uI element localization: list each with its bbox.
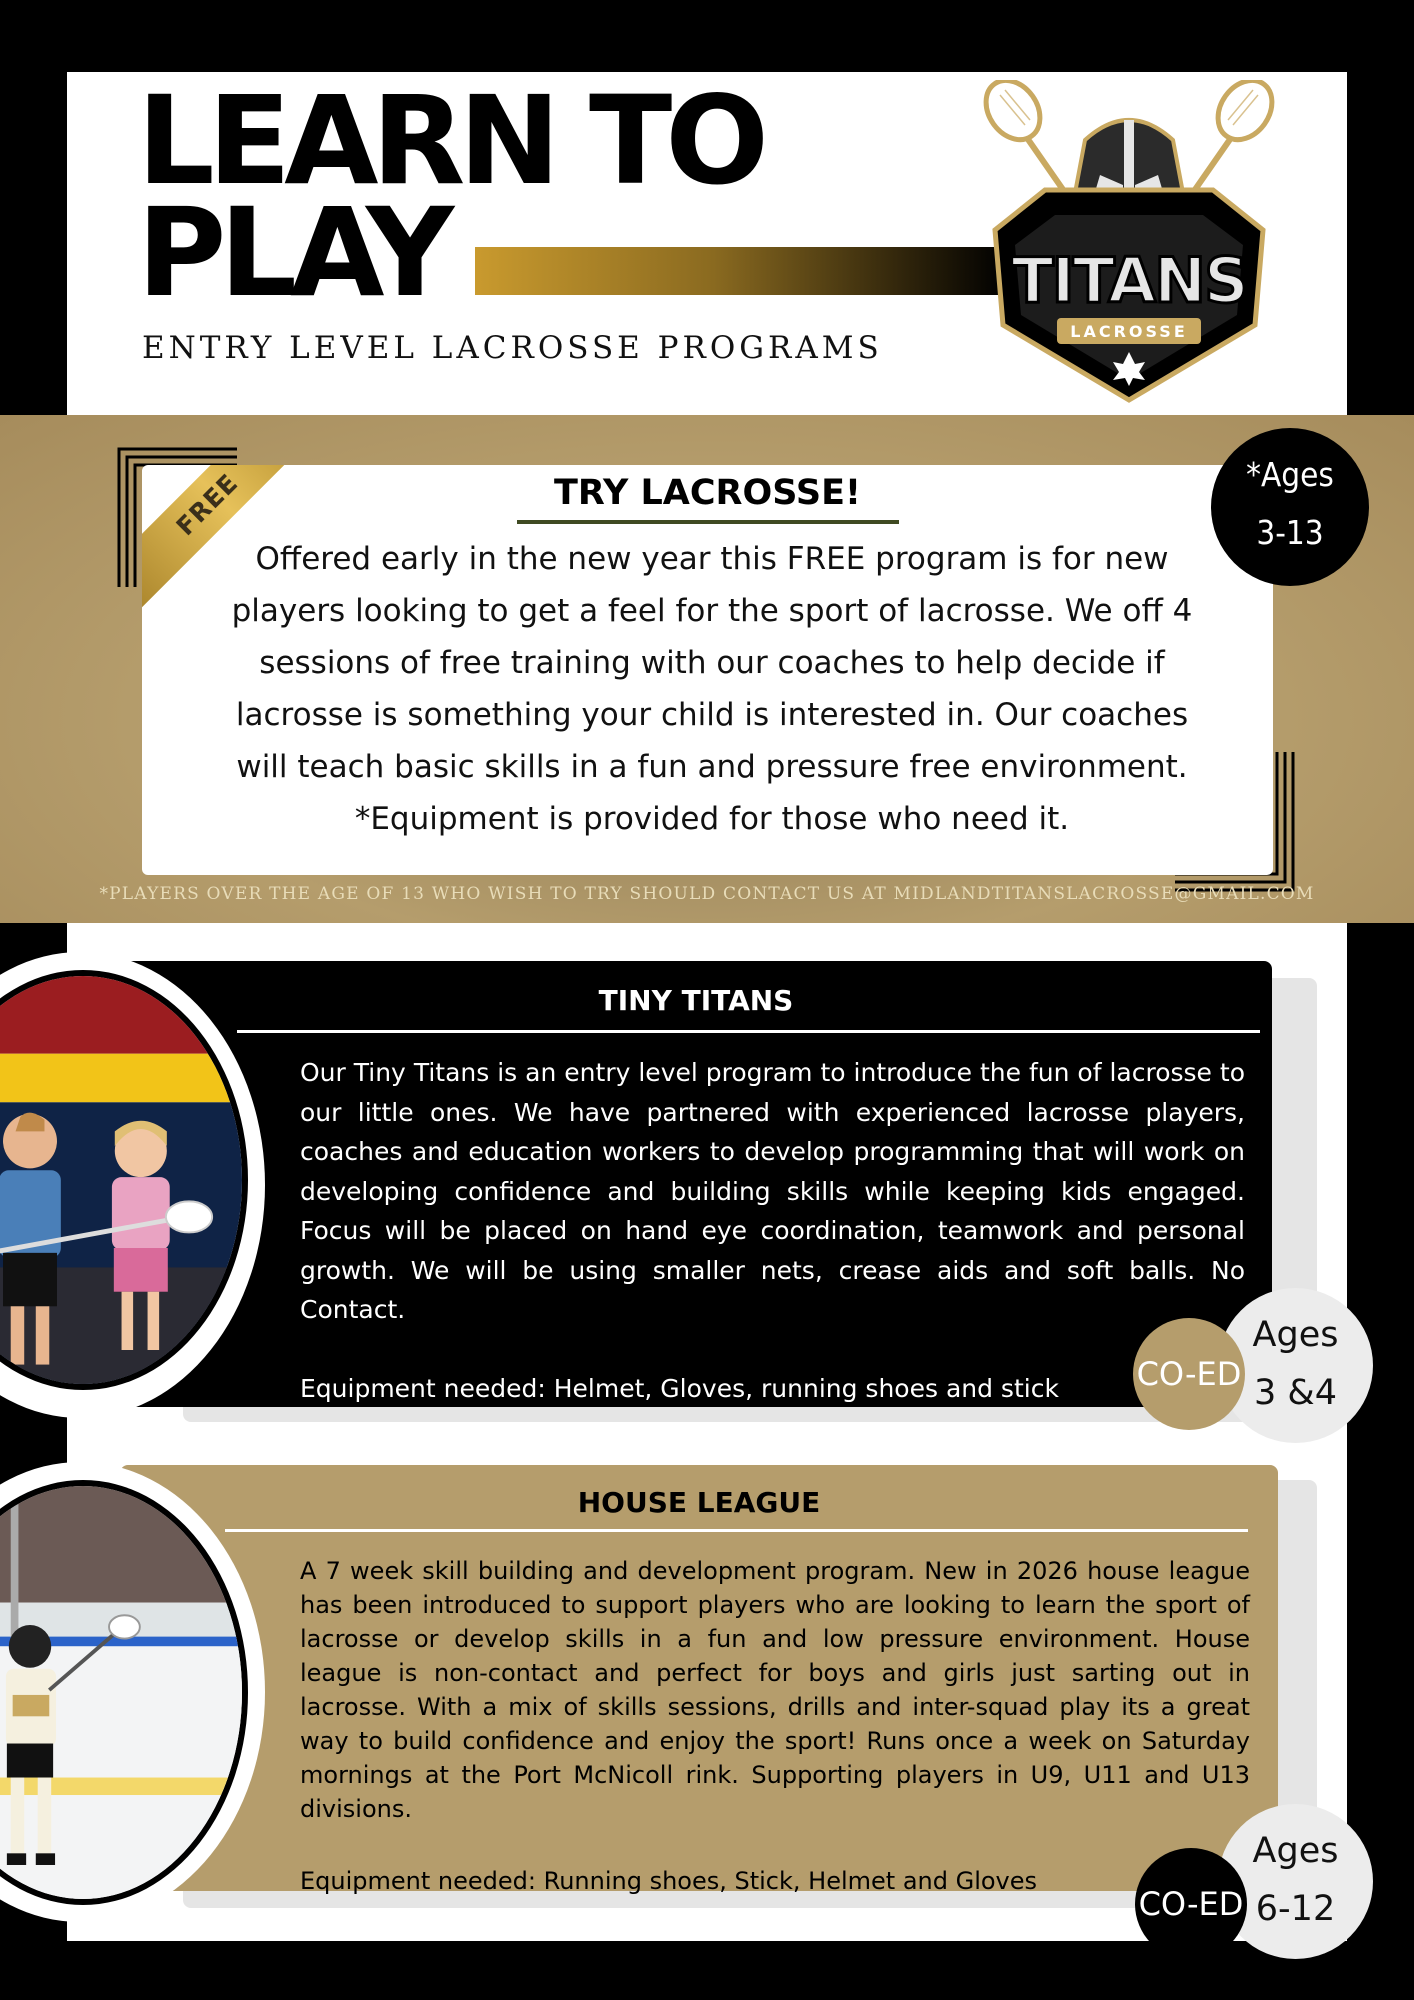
coed-badge: CO-ED — [1133, 1318, 1245, 1430]
house-league-title: HOUSE LEAGUE — [577, 1486, 821, 1519]
free-ribbon-label: FREE — [170, 468, 244, 542]
svg-text:LACROSSE: LACROSSE — [1070, 322, 1188, 341]
tiny-titans-equipment: Equipment needed: Helmet, Gloves, running shoes and stick — [300, 1373, 1059, 1403]
svg-text:TITANS: TITANS — [1011, 244, 1247, 317]
ages-badge — [1211, 428, 1369, 586]
page-title-line2: PLAY — [137, 182, 448, 324]
page-title-line1: LEARN TO — [137, 70, 762, 212]
title-underline — [225, 1529, 1248, 1532]
try-lacrosse-card — [142, 465, 1273, 875]
ages-badge-range: 6-12 — [1255, 1889, 1336, 1929]
tiny-titans-body: Our Tiny Titans is an entry level program to introduce the fun of lacrosse to our little ones. We have partnered with experienced lacrosse players, coaches and education workers to develop programming that will work on developing confidence and building skills while keeping kids engaged. Focus will be placed on hand eye coordination, teamwork and personal growth. We will be using smaller nets, crease aids and soft balls. No Contact. — [300, 1058, 1245, 1324]
tiny-titans-description — [300, 1053, 1245, 1408]
ages-badge-range: 3 &4 — [1254, 1373, 1337, 1413]
coed-badge: CO-ED — [1135, 1848, 1247, 1960]
try-lacrosse-description: Offered early in the new year this FREE program is for new players looking to get a feel for the sport of lacrosse. We off 4 sessions of free training with our coaches to help decide if lacrosse is something your child is interested in. Our coaches will teach basic skills in a fun and pressure free environment. *Equipment is provided for those who need it. — [231, 541, 1193, 837]
ages-badge-label: Ages — [1252, 1831, 1339, 1871]
ages-badge-label: *Ages — [1246, 455, 1334, 494]
header-panel — [67, 72, 1347, 415]
page-subtitle: ENTRY LEVEL LACROSSE PROGRAMS — [142, 330, 883, 366]
title-underline — [237, 1030, 1260, 1033]
house-league-body: A 7 week skill building and development program. New in 2026 house league has been introduced to support players who are looking to learn the sport of lacrosse or develop skills in a fun and low pressure environment. House league is non-contact and perfect for boys and girls just sarting out in lacrosse. With a mix of skills sessions, drills and inter-squad play its a great way to build confidence and enjoy the sport! Runs once a week on Saturday mornings at the Port McNicoll rink. Supporting players in U9, U11 and U13 divisions. — [300, 1557, 1250, 1823]
house-league-description — [300, 1554, 1250, 1898]
title-underline — [517, 520, 899, 524]
house-league-equipment: Equipment needed: Running shoes, Stick, Helmet and Gloves — [300, 1867, 1038, 1895]
titans-lacrosse-logo — [975, 80, 1283, 410]
gold-gradient-bar — [475, 247, 1005, 295]
contact-notice: *PLAYERS OVER THE AGE OF 13 WHO WISH TO TRY SHOULD CONTACT US AT MIDLANDTITANSLACROSSE@GMAIL.COM — [99, 884, 1315, 904]
ages-badge-range: 3-13 — [1256, 513, 1324, 552]
ages-badge-label: Ages — [1252, 1315, 1339, 1355]
try-lacrosse-title: TRY LACROSSE! — [554, 473, 861, 513]
tiny-titans-title: TINY TITANS — [598, 984, 794, 1017]
